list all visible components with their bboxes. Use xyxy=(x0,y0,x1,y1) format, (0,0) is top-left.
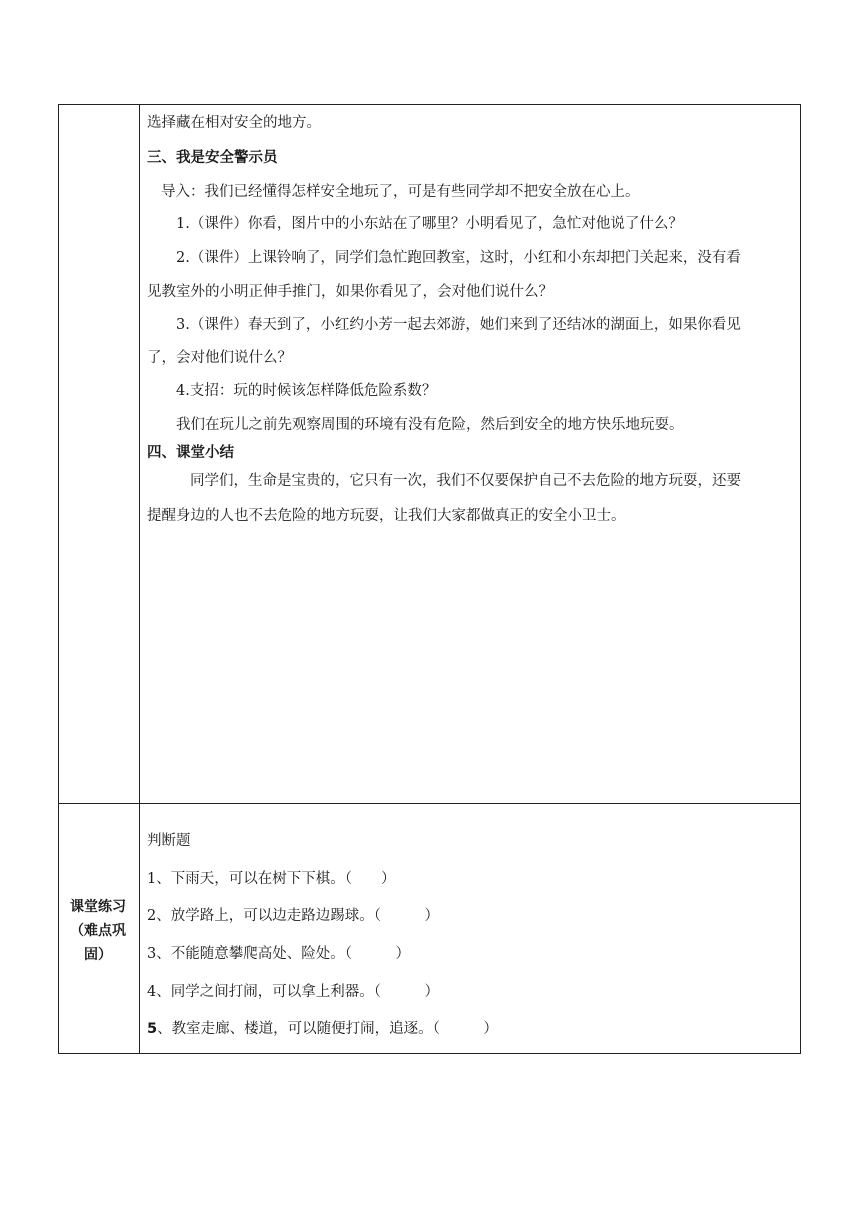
practice-question-1: 1、下雨天，可以在树下下棋。（ ） xyxy=(147,871,396,887)
question-item-3-line-1: 3.（课件）春天到了，小红约小芳一起去郊游，她们来到了还结冰的湖面上，如果你看见 xyxy=(176,317,741,333)
practice-question-4: 4、同学之间打闹，可以拿上利器。（ ） xyxy=(147,984,439,1000)
text-line: 选择藏在相对安全的地方。 xyxy=(147,115,321,131)
practice-question-5 xyxy=(147,1019,498,1039)
question-item-1: 1.（课件）你看，图片中的小东站在了哪里？小明看见了，急忙对他说了什么？ xyxy=(176,216,683,232)
section-heading-3: 三、我是安全警示员 xyxy=(147,150,278,166)
summary-line-2: 提醒身边的人也不去危险的地方玩耍，让我们大家都做真正的安全小卫士。 xyxy=(147,508,626,524)
question-item-3-line-2: 了，会对他们说什么？ xyxy=(147,350,292,366)
answer-paragraph: 我们在玩儿之前先观察周围的环境有没有危险，然后到安全的地方快乐地玩耍。 xyxy=(176,417,684,433)
practice-question-3: 3、不能随意攀爬高处、险处。（ ） xyxy=(147,946,410,962)
practice-title: 判断题 xyxy=(147,833,191,849)
practice-label-line-1: 课堂练习 xyxy=(70,899,126,915)
question-item-4: 4.支招：玩的时候该怎样降低危险系数？ xyxy=(176,383,437,399)
table-column-divider xyxy=(139,105,140,1053)
practice-label xyxy=(60,895,136,967)
summary-line-1: 同学们，生命是宝贵的，它只有一次，我们不仅要保护自己不去危险的地方玩耍，还要 xyxy=(190,473,741,489)
table-row-divider xyxy=(59,803,800,804)
practice-label-line-2: （难点巩 xyxy=(70,923,126,939)
section-heading-4: 四、课堂小结 xyxy=(147,445,234,461)
practice-label-line-3: 固） xyxy=(84,947,112,963)
question-item-2-line-1: 2.（课件）上课铃响了，同学们急忙跑回教室，这时，小红和小东却把门关起来，没有看 xyxy=(176,250,741,266)
practice-question-5-number: 5 xyxy=(147,1021,158,1037)
practice-question-5-text: 、教室走廊、楼道，可以随便打闹，追逐。（ ） xyxy=(157,1021,498,1037)
question-item-2-line-2: 见教室外的小明正伸手推门，如果你看见了，会对他们说什么？ xyxy=(147,284,553,300)
practice-question-2: 2、放学路上，可以边走路边踢球。（ ） xyxy=(147,908,439,924)
intro-paragraph: 导入：我们已经懂得怎样安全地玩了，可是有些同学却不把安全放在心上。 xyxy=(161,184,640,200)
